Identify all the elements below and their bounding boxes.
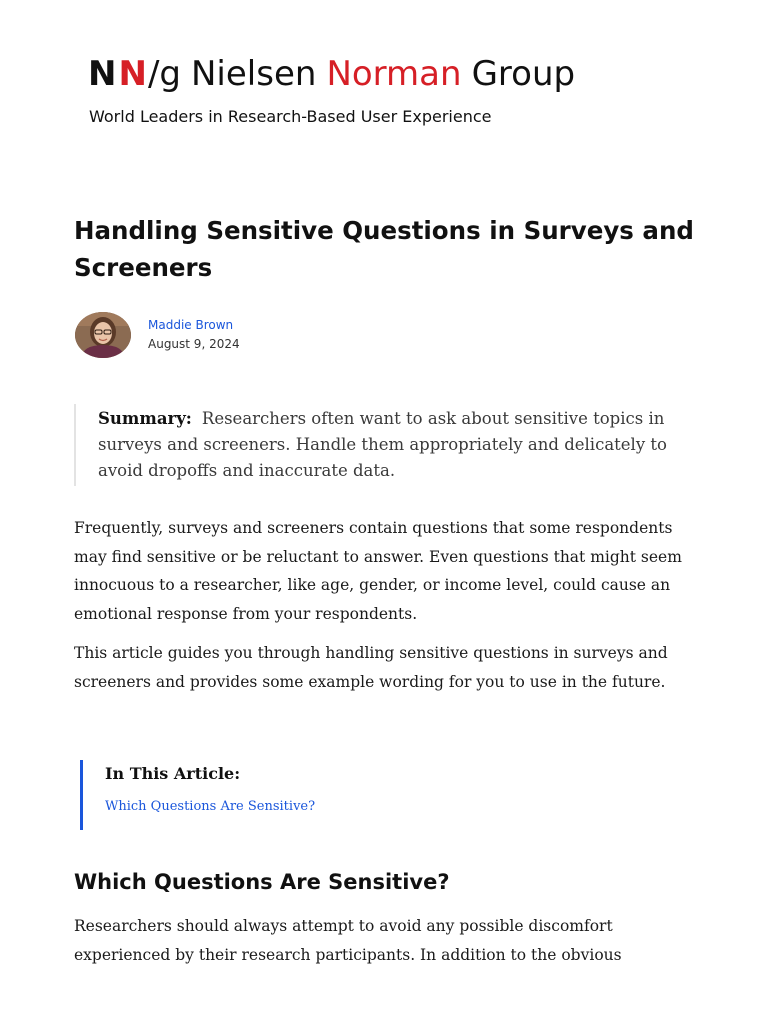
author-name-link[interactable]: Maddie Brown	[148, 318, 234, 332]
author-avatar[interactable]	[75, 312, 131, 358]
summary-label: Summary:	[98, 409, 192, 428]
nng-logo[interactable]	[88, 50, 575, 98]
brand-word-nielsen: Nielsen	[191, 54, 317, 94]
toc-heading: In This Article:	[105, 764, 241, 783]
summary-body: Researchers often want to ask about sensitive topics in surveys and screeners. Handle them appropriately and delicately to avoid dropoffs and inaccurate data.	[98, 409, 667, 480]
logo-letter-n1: N	[88, 54, 117, 94]
intro-paragraph-2: This article guides you through handling sensitive questions in surveys and screeners and provides some example wording for you to use in the future.	[74, 644, 668, 691]
author-photo-icon	[75, 312, 131, 358]
section-heading-which-questions: Which Questions Are Sensitive?	[74, 870, 450, 894]
intro-paragraph-1: Frequently, surveys and screeners contain questions that some respondents may find sensitive or be reluctant to answer. Even questions that might seem innocuous to a researcher, like age, gender, or income level, could cause an emotional response from your respondents.	[74, 519, 682, 623]
brand-word-norman: Norman	[326, 54, 462, 94]
logo-slash: /	[147, 54, 160, 94]
logo-letter-g: g	[159, 54, 181, 94]
article-title: Handling Sensitive Questions in Surveys and Screeners	[74, 216, 694, 282]
section-paragraph-1: Researchers should always attempt to avoid any possible discomfort experienced by their research participants. In addition to the obvious	[74, 917, 622, 964]
toc-link-which-questions[interactable]: Which Questions Are Sensitive?	[105, 799, 316, 814]
summary-text-block	[98, 406, 698, 484]
summary-box	[74, 404, 696, 486]
brand-tagline: World Leaders in Research-Based User Experience	[89, 107, 492, 126]
logo-letter-n2: N	[118, 54, 147, 94]
brand-word-group: Group	[471, 54, 576, 94]
publish-date: August 9, 2024	[148, 337, 240, 351]
in-this-article-box	[80, 760, 483, 830]
